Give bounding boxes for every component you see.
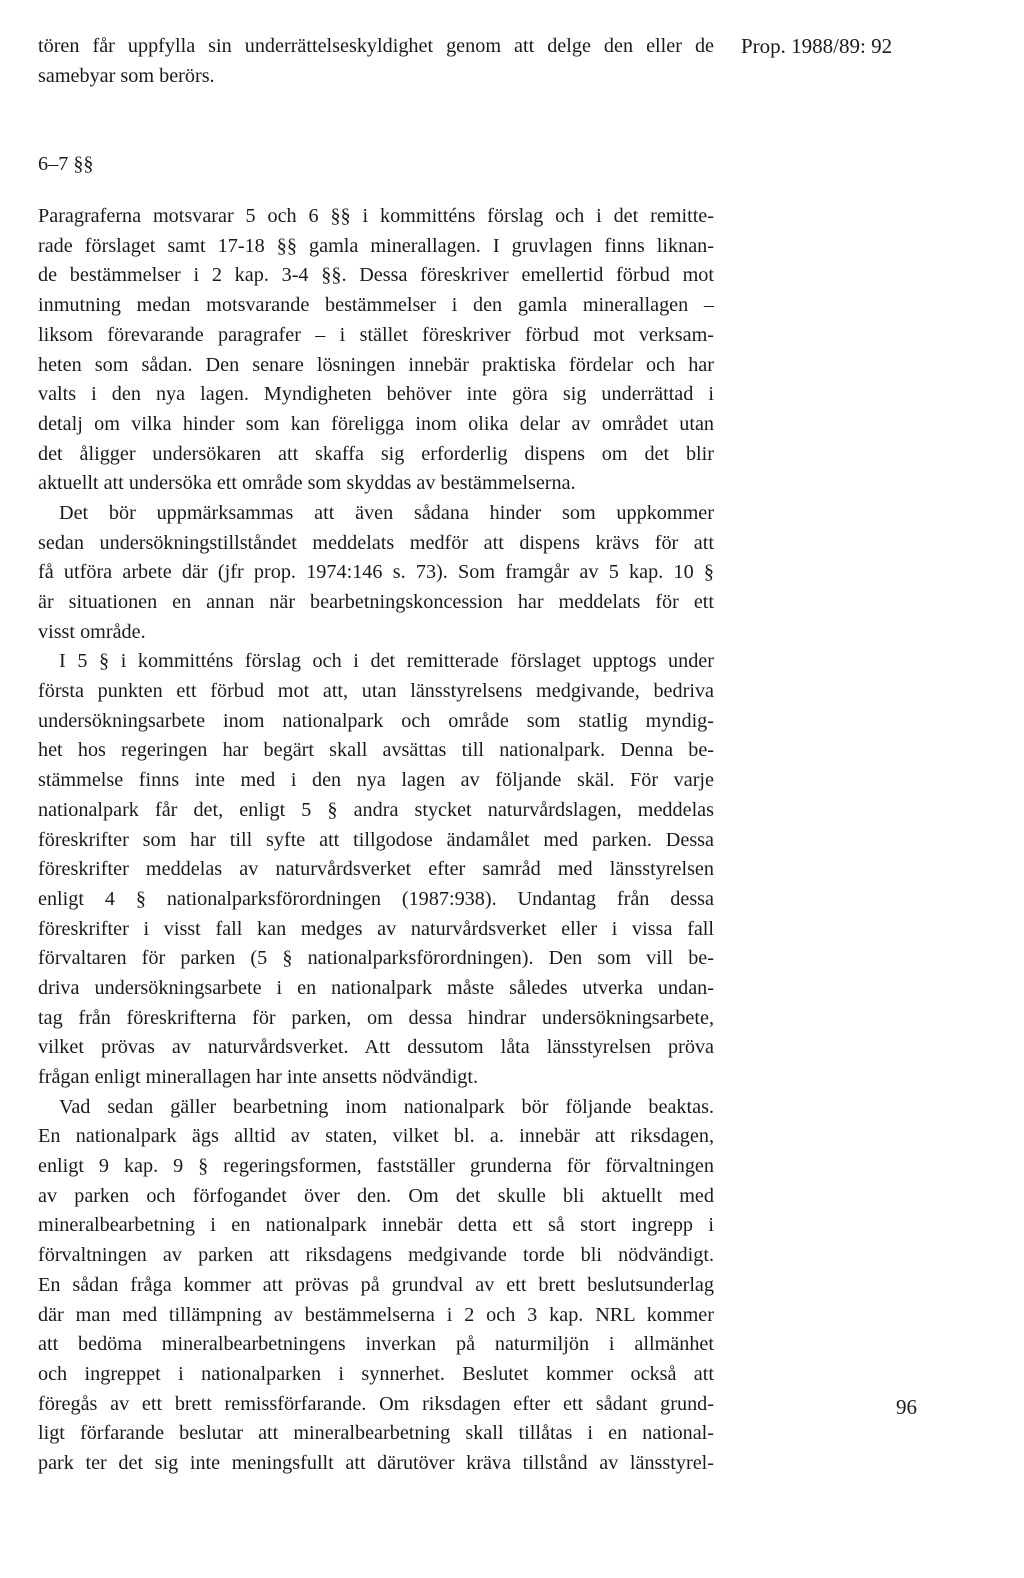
- text-line: driva undersökningsarbete i en nationalpark måste således utverka undan-: [38, 976, 714, 999]
- page-number: 96: [896, 1395, 917, 1419]
- running-head: Prop. 1988/89: 92: [741, 34, 893, 58]
- section-heading: 6–7 §§: [38, 153, 94, 176]
- text-line: sedan undersökningstillståndet meddelats medför att dispens krävs för att: [38, 531, 714, 554]
- text-line: de bestämmelser i 2 kap. 3-4 §§. Dessa föreskriver emellertid förbud mot: [38, 264, 714, 287]
- text-line: liksom förevarande paragrafer – i stället föreskriver förbud mot verksam-: [38, 323, 714, 346]
- text-line: föreskrifter i visst fall kan medges av naturvårdsverket eller i vissa fall: [38, 917, 714, 940]
- text-line: frågan enligt minerallagen har inte ansetts nödvändigt.: [38, 1066, 479, 1088]
- text-line: det åligger undersökaren att skaffa sig erforderlig dispens om det blir: [38, 442, 714, 465]
- text-line: mineralbearbetning i en nationalpark innebär detta ett så stort ingrepp i: [38, 1214, 714, 1237]
- paragraph: [38, 499, 714, 647]
- text-line: rade förslaget samt 17-18 §§ gamla minerallagen. I gruvlagen finns liknan-: [38, 234, 714, 257]
- text-line: samebyar som berörs.: [38, 64, 215, 87]
- text-line: förvaltaren för parken (5 § nationalparksförordningen). Den som vill be-: [38, 947, 714, 970]
- text-line: enligt 4 § nationalparksförordningen (1987:938). Undantag från dessa: [38, 887, 714, 910]
- text-line: föreskrifter meddelas av naturvårdsverket efter samråd med länsstyrelsen: [38, 858, 714, 881]
- text-line: Paragraferna motsvarar 5 och 6 §§ i kommitténs förslag och i det remitte-: [38, 205, 714, 228]
- text-line: nationalpark får det, enligt 5 § andra stycket naturvårdslagen, meddelas: [38, 798, 714, 821]
- text-line: Vad sedan gäller bearbetning inom nationalpark bör följande beaktas.: [59, 1095, 714, 1118]
- text-line: av parken och förfogandet över den. Om det skulle bli aktuellt med: [38, 1184, 714, 1207]
- text-line: förvaltningen av parken att riksdagens medgivande torde bli nödvändigt.: [38, 1244, 714, 1267]
- text-line: där man med tillämpning av bestämmelserna i 2 och 3 kap. NRL kommer: [38, 1303, 714, 1326]
- text-line: föregås av ett brett remissförfarande. Om riksdagen efter ett sådant grund-: [38, 1392, 714, 1415]
- paragraph: [38, 202, 714, 499]
- text-line: visst område.: [38, 620, 146, 643]
- main-text-column: [38, 32, 714, 1479]
- text-line: tören får uppfylla sin underrättelseskyldighet genom att delge den eller de: [38, 35, 714, 57]
- text-line: föreskrifter som har till syfte att tillgodose ändamålet med parken. Dessa: [38, 828, 714, 851]
- text-line: Det bör uppmärksammas att även sådana hinder som uppkommer: [59, 501, 714, 524]
- text-line: tag från föreskrifterna för parken, om dessa hindrar undersökningsarbete,: [38, 1006, 714, 1029]
- text-line: aktuellt att undersöka ett område som skyddas av bestämmelserna.: [38, 472, 576, 495]
- text-line: första punkten ett förbud mot att, utan länsstyrelsens medgivande, bedriva: [38, 680, 714, 703]
- text-line: är situationen en annan när bearbetningskoncession har meddelats för ett: [38, 591, 714, 613]
- text-line: inmutning medan motsvarande bestämmelser i den gamla minerallagen –: [38, 294, 714, 317]
- text-line: vilket prövas av naturvårdsverket. Att dessutom låta länsstyrelsen pröva: [38, 1036, 714, 1059]
- text-line: valts i den nya lagen. Myndigheten behöver inte göra sig underrättad i: [38, 383, 714, 406]
- text-line: enligt 9 kap. 9 § regeringsformen, fastställer grunderna för förvaltningen: [38, 1155, 714, 1178]
- text-line: En sådan fråga kommer att prövas på grundval av ett brett beslutsunderlag: [38, 1273, 714, 1296]
- text-line: detalj om vilka hinder som kan föreligga inom olika delar av området utan: [38, 412, 714, 435]
- text-line: undersökningsarbete inom nationalpark och område som statlig myndig-: [38, 709, 714, 732]
- text-line: få utföra arbete där (jfr prop. 1974:146 s. 73). Som framgår av 5 kap. 10 §: [38, 561, 714, 584]
- text-line: I 5 § i kommitténs förslag och i det remitterade förslaget upptogs under: [59, 650, 714, 673]
- text-line: och ingreppet i nationalparken i synnerhet. Beslutet kommer också att: [38, 1362, 714, 1385]
- text-line: park ter det sig inte meningsfullt att därutöver kräva tillstånd av länsstyrel-: [38, 1451, 714, 1474]
- text-line: att bedöma mineralbearbetningens inverkan på naturmiljön i allmänhet: [38, 1333, 714, 1356]
- text-line: En nationalpark ägs alltid av staten, vilket bl. a. innebär att riksdagen,: [38, 1125, 714, 1148]
- continuation-text: [38, 32, 714, 91]
- text-line: heten som sådan. Den senare lösningen innebär praktiska fördelar och har: [38, 353, 714, 376]
- text-line: stämmelse finns inte med i den nya lagen av följande skäl. För varje: [38, 769, 714, 792]
- paragraph: [38, 1093, 714, 1479]
- text-line: ligt förfarande beslutar att mineralbearbetning skall tillåtas i en national-: [38, 1422, 714, 1445]
- text-line: het hos regeringen har begärt skall avsättas till nationalpark. Denna be-: [38, 739, 714, 762]
- paragraph: [38, 647, 714, 1092]
